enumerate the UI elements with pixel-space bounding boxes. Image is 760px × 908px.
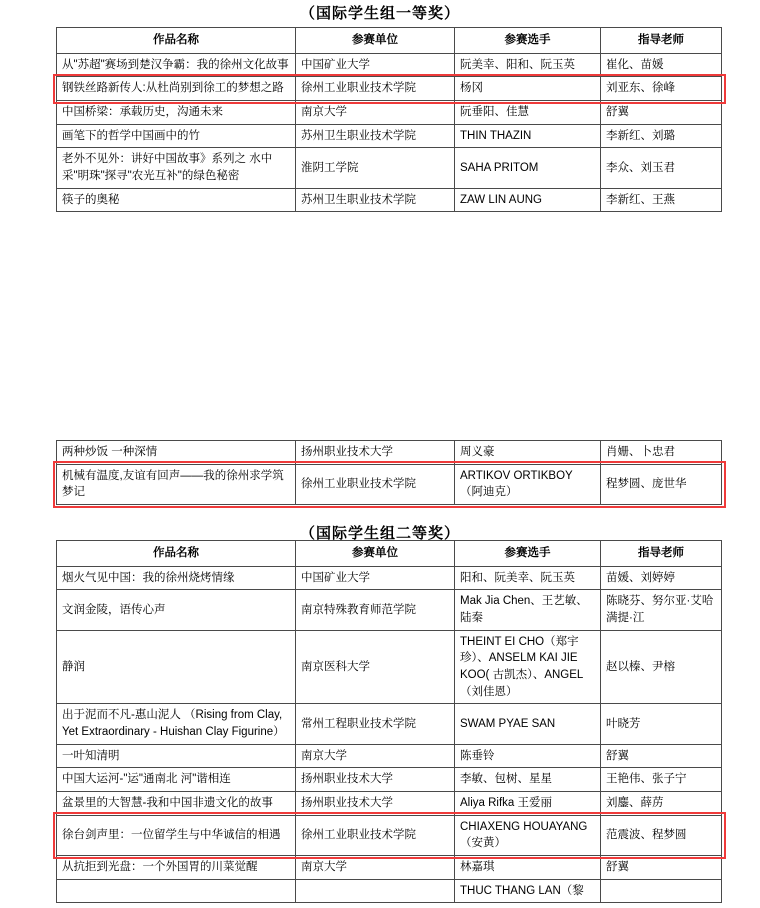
table-row [57, 188, 722, 212]
cell-teacher [601, 879, 722, 903]
cell-unit: 扬州职业技术大学 [296, 792, 455, 816]
cell-player: ARTIKOV ORTIKBOY（阿迪克） [455, 464, 601, 504]
cell-teacher: 陈晓芬、努尔亚·艾哈满提·江 [601, 590, 722, 630]
cell-player: 陈垂铃 [455, 744, 601, 768]
cell-teacher: 范震波、程梦圆 [601, 815, 722, 855]
cell-unit: 中国矿业大学 [296, 53, 455, 77]
cell-work: 静润 [57, 630, 296, 704]
table-row [57, 148, 722, 188]
table-row [57, 792, 722, 816]
col-header-unit: 参赛单位 [296, 28, 455, 54]
cell-teacher: 王艳伟、张子宁 [601, 768, 722, 792]
cell-work: 徐台剑声里：一位留学生与中华诚信的相遇 [57, 815, 296, 855]
cell-unit: 南京特殊教育师范学院 [296, 590, 455, 630]
cell-work: 一叶知清明 [57, 744, 296, 768]
table-row [57, 441, 722, 465]
table-header-row [57, 541, 722, 567]
cell-unit: 常州工程职业技术学院 [296, 704, 455, 744]
cell-work: 出于泥而不凡-惠山泥人 （Rising from Clay, Yet Extraordinary - Huishan Clay Figurine） [57, 704, 296, 744]
cell-unit: 南京大学 [296, 744, 455, 768]
cell-teacher: 李新红、刘璐 [601, 124, 722, 148]
col-header-unit: 参赛单位 [296, 541, 455, 567]
cell-unit: 徐州工业职业技术学院 [296, 77, 455, 101]
cell-work [57, 879, 296, 903]
section-title-second-prize: （国际学生组二等奖） [299, 526, 460, 542]
cell-player: 杨冈 [455, 77, 601, 101]
table-first-prize-wrap [56, 27, 722, 212]
table-row [57, 124, 722, 148]
cell-player: 阮垂阳、佳慧 [455, 101, 601, 125]
cell-work: 机械有温度,友谊有回声——我的徐州求学筑梦记 [57, 464, 296, 504]
col-header-player: 参赛选手 [455, 541, 601, 567]
cell-work: 中国大运河-"运"通南北 河"谐相连 [57, 768, 296, 792]
cell-teacher: 赵以榛、尹榕 [601, 630, 722, 704]
table-row [57, 101, 722, 125]
table-row [57, 630, 722, 704]
cell-unit: 南京医科大学 [296, 630, 455, 704]
cell-unit [296, 879, 455, 903]
cell-player: THIN THAZIN [455, 124, 601, 148]
cell-player: ZAW LIN AUNG [455, 188, 601, 212]
table-row [57, 566, 722, 590]
cell-work: 两种炒饭 一种深情 [57, 441, 296, 465]
cell-player: THUC THANG LAN（黎 [455, 879, 601, 903]
table-row [57, 856, 722, 880]
cell-player: SWAM PYAE SAN [455, 704, 601, 744]
cell-teacher: 李新红、王燕 [601, 188, 722, 212]
cell-work: 中国桥梁：承载历史，沟通未来 [57, 101, 296, 125]
cell-work: 老外不见外：讲好中国故事》系列之 水中采"明珠"探寻"农光互补"的绿色秘密 [57, 148, 296, 188]
cell-teacher: 舒翼 [601, 744, 722, 768]
cell-teacher: 程梦圆、庞世华 [601, 464, 722, 504]
cell-work: 从"苏超"赛场到楚汉争霸：我的徐州文化故事 [57, 53, 296, 77]
cell-player: 阮美幸、阳和、阮玉英 [455, 53, 601, 77]
table-row [57, 768, 722, 792]
cell-teacher: 肖姗、卜忠君 [601, 441, 722, 465]
col-header-work: 作品名称 [57, 28, 296, 54]
cell-work: 画笔下的哲学中国画中的竹 [57, 124, 296, 148]
cell-unit: 苏州卫生职业技术学院 [296, 124, 455, 148]
col-header-teacher: 指导老师 [601, 28, 722, 54]
table-row [57, 744, 722, 768]
table-header-row [57, 28, 722, 54]
cell-work: 烟火气见中国：我的徐州烧烤情缘 [57, 566, 296, 590]
cell-unit: 淮阴工学院 [296, 148, 455, 188]
cell-teacher: 刘鏖、薛苈 [601, 792, 722, 816]
col-header-teacher: 指导老师 [601, 541, 722, 567]
cell-unit: 南京大学 [296, 856, 455, 880]
cell-unit: 南京大学 [296, 101, 455, 125]
table-row [57, 53, 722, 77]
cell-teacher: 崔化、苗媛 [601, 53, 722, 77]
cell-work: 盆景里的大智慧-我和中国非遗文化的故事 [57, 792, 296, 816]
cell-teacher: 刘亚东、徐峰 [601, 77, 722, 101]
table-row [57, 879, 722, 903]
cell-unit: 徐州工业职业技术学院 [296, 815, 455, 855]
cell-teacher: 苗媛、刘婷婷 [601, 566, 722, 590]
col-header-work: 作品名称 [57, 541, 296, 567]
cell-teacher: 叶晓芳 [601, 704, 722, 744]
table-row [57, 464, 722, 504]
cell-teacher: 舒翼 [601, 856, 722, 880]
table-first-prize-continued [56, 440, 722, 505]
cell-player: Mak Jia Chen、王艺敏、陆秦 [455, 590, 601, 630]
section-title-first-prize: （国际学生组一等奖） [299, 6, 460, 22]
cell-player: THEINT EI CHO（郑宇珍）、ANSELM KAI JIE KOO( 古凯杰）、ANGEL（刘佳恩） [455, 630, 601, 704]
cell-unit: 苏州卫生职业技术学院 [296, 188, 455, 212]
cell-unit: 中国矿业大学 [296, 566, 455, 590]
table-first-prize [56, 27, 722, 212]
cell-unit: 徐州工业职业技术学院 [296, 464, 455, 504]
table-second-prize [56, 540, 722, 903]
table-row [57, 704, 722, 744]
col-header-player: 参赛选手 [455, 28, 601, 54]
cell-player: Aliya Rifka 王爱丽 [455, 792, 601, 816]
cell-player: 李敏、包树、星星 [455, 768, 601, 792]
cell-teacher: 李众、刘玉君 [601, 148, 722, 188]
table-row [57, 815, 722, 855]
table-row [57, 77, 722, 101]
cell-work: 钢铁丝路新传人:从杜尚别到徐工的梦想之路 [57, 77, 296, 101]
cell-unit: 扬州职业技术大学 [296, 441, 455, 465]
cell-work: 从抗拒到光盘：一个外国胃的川菜觉醒 [57, 856, 296, 880]
cell-player: SAHA PRITOM [455, 148, 601, 188]
cell-work: 筷子的奥秘 [57, 188, 296, 212]
table-second-prize-wrap [56, 540, 722, 903]
cell-unit: 扬州职业技术大学 [296, 768, 455, 792]
cell-player: 阳和、阮美幸、阮玉英 [455, 566, 601, 590]
cell-player: 周义豪 [455, 441, 601, 465]
cell-work: 文润金陵，语传心声 [57, 590, 296, 630]
cell-teacher: 舒翼 [601, 101, 722, 125]
table-row [57, 590, 722, 630]
cell-player: 林嘉琪 [455, 856, 601, 880]
table-first-prize-continued-wrap [56, 440, 722, 505]
cell-player: CHIAXENG HOUAYANG（安黄） [455, 815, 601, 855]
